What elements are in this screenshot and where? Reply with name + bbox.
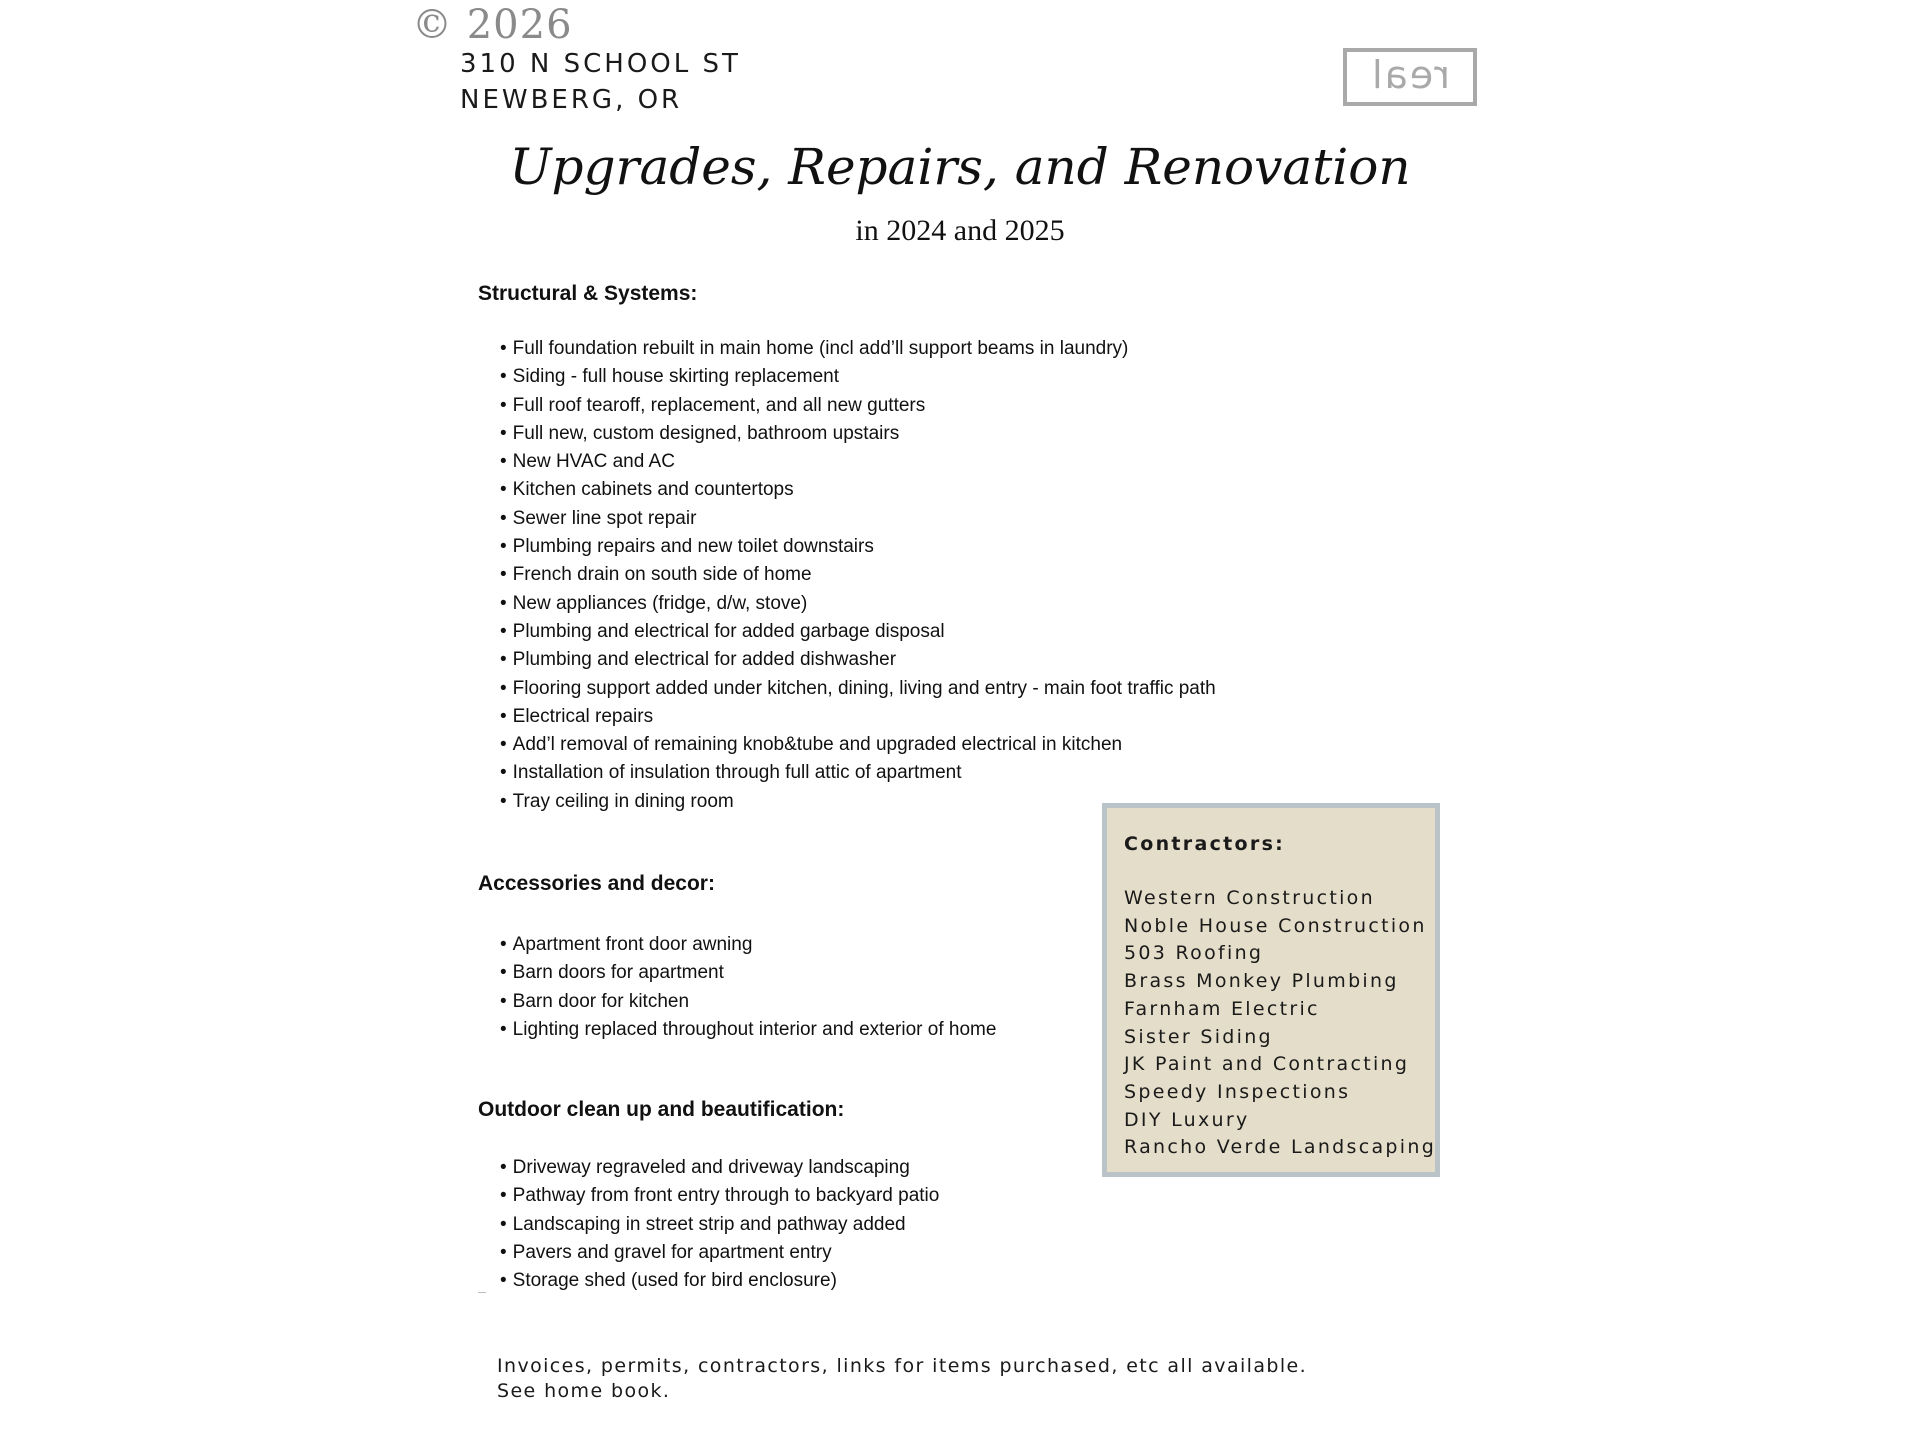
list-item: • Sewer line spot repair — [500, 505, 1216, 533]
list-item: • Flooring support added under kitchen, dining, living and entry - main foot traffic path — [500, 675, 1216, 703]
contractor-name: DIY Luxury — [1124, 1108, 1250, 1131]
address-city: NEWBERG, OR — [460, 85, 683, 115]
contractors-title: Contractors: — [1124, 833, 1286, 855]
list-item: • Plumbing and electrical for added dishwasher — [500, 646, 1216, 674]
list-item: • Full new, custom designed, bathroom upstairs — [500, 420, 1216, 448]
list-item: • Add’l removal of remaining knob&tube and upgraded electrical in kitchen — [500, 731, 1216, 759]
list-item: • Pavers and gravel for apartment entry — [500, 1239, 939, 1267]
list-item: • Full roof tearoff, replacement, and all new gutters — [500, 392, 1216, 420]
footer-line-2: See home book. — [497, 1380, 671, 1402]
section-heading-structural: Structural & Systems: — [478, 282, 698, 305]
address-street: 310 N SCHOOL ST — [460, 49, 741, 79]
list-item: • Tray ceiling in dining room — [500, 788, 1216, 816]
copyright-mark: © 2026 — [412, 2, 573, 48]
list-item: • Storage shed (used for bird enclosure) — [500, 1267, 939, 1295]
contractor-name: JK Paint and Contracting — [1124, 1053, 1410, 1076]
contractor-name: Sister Siding — [1124, 1025, 1273, 1048]
contractor-name: Farnham Electric — [1124, 997, 1320, 1020]
list-item: • New appliances (fridge, d/w, stove) — [500, 590, 1216, 618]
footer-note — [497, 1354, 1307, 1404]
divider-mark — [478, 1292, 486, 1293]
page-title: Upgrades, Repairs, and Renovation — [509, 138, 1411, 196]
contractor-name: Brass Monkey Plumbing — [1124, 970, 1399, 993]
brokerage-logo-text: real — [1369, 53, 1450, 97]
list-item: • Lighting replaced throughout interior and exterior of home — [500, 1016, 996, 1044]
contractor-name: Noble House Construction — [1124, 914, 1427, 937]
contractors-panel — [1102, 803, 1440, 1177]
list-item: • French drain on south side of home — [500, 561, 1216, 589]
list-item: • Kitchen cabinets and countertops — [500, 476, 1216, 504]
section-heading-outdoor: Outdoor clean up and beautification: — [478, 1098, 845, 1121]
list-item: • Full foundation rebuilt in main home (incl add’ll support beams in laundry) — [500, 335, 1216, 363]
footer-line-1: Invoices, permits, contractors, links for items purchased, etc all available. — [497, 1355, 1308, 1377]
list-item: • Electrical repairs — [500, 703, 1216, 731]
list-item: • New HVAC and AC — [500, 448, 1216, 476]
list-item: • Apartment front door awning — [500, 931, 996, 959]
structural-list — [500, 335, 1216, 816]
brokerage-logo — [1343, 48, 1477, 106]
list-item: • Driveway regraveled and driveway landscaping — [500, 1154, 939, 1182]
page-subtitle: in 2024 and 2025 — [855, 214, 1065, 247]
list-item: • Plumbing and electrical for added garbage disposal — [500, 618, 1216, 646]
contractor-name: Rancho Verde Landscaping — [1124, 1136, 1437, 1159]
outdoor-list — [500, 1154, 939, 1295]
section-heading-accessories: Accessories and decor: — [478, 872, 715, 895]
contractor-name: 503 Roofing — [1124, 942, 1264, 965]
list-item: • Landscaping in street strip and pathway added — [500, 1211, 939, 1239]
list-item: • Siding - full house skirting replacement — [500, 363, 1216, 391]
property-address — [460, 46, 741, 118]
list-item: • Barn doors for apartment — [500, 959, 996, 987]
contractor-name: Western Construction — [1124, 887, 1375, 909]
list-item: • Barn door for kitchen — [500, 988, 996, 1016]
list-item: • Pathway from front entry through to backyard patio — [500, 1182, 939, 1210]
contractors-list — [1124, 885, 1435, 1162]
accessories-list — [500, 931, 996, 1044]
contractor-name: Speedy Inspections — [1124, 1080, 1351, 1103]
list-item: • Installation of insulation through full attic of apartment — [500, 759, 1216, 787]
list-item: • Plumbing repairs and new toilet downstairs — [500, 533, 1216, 561]
